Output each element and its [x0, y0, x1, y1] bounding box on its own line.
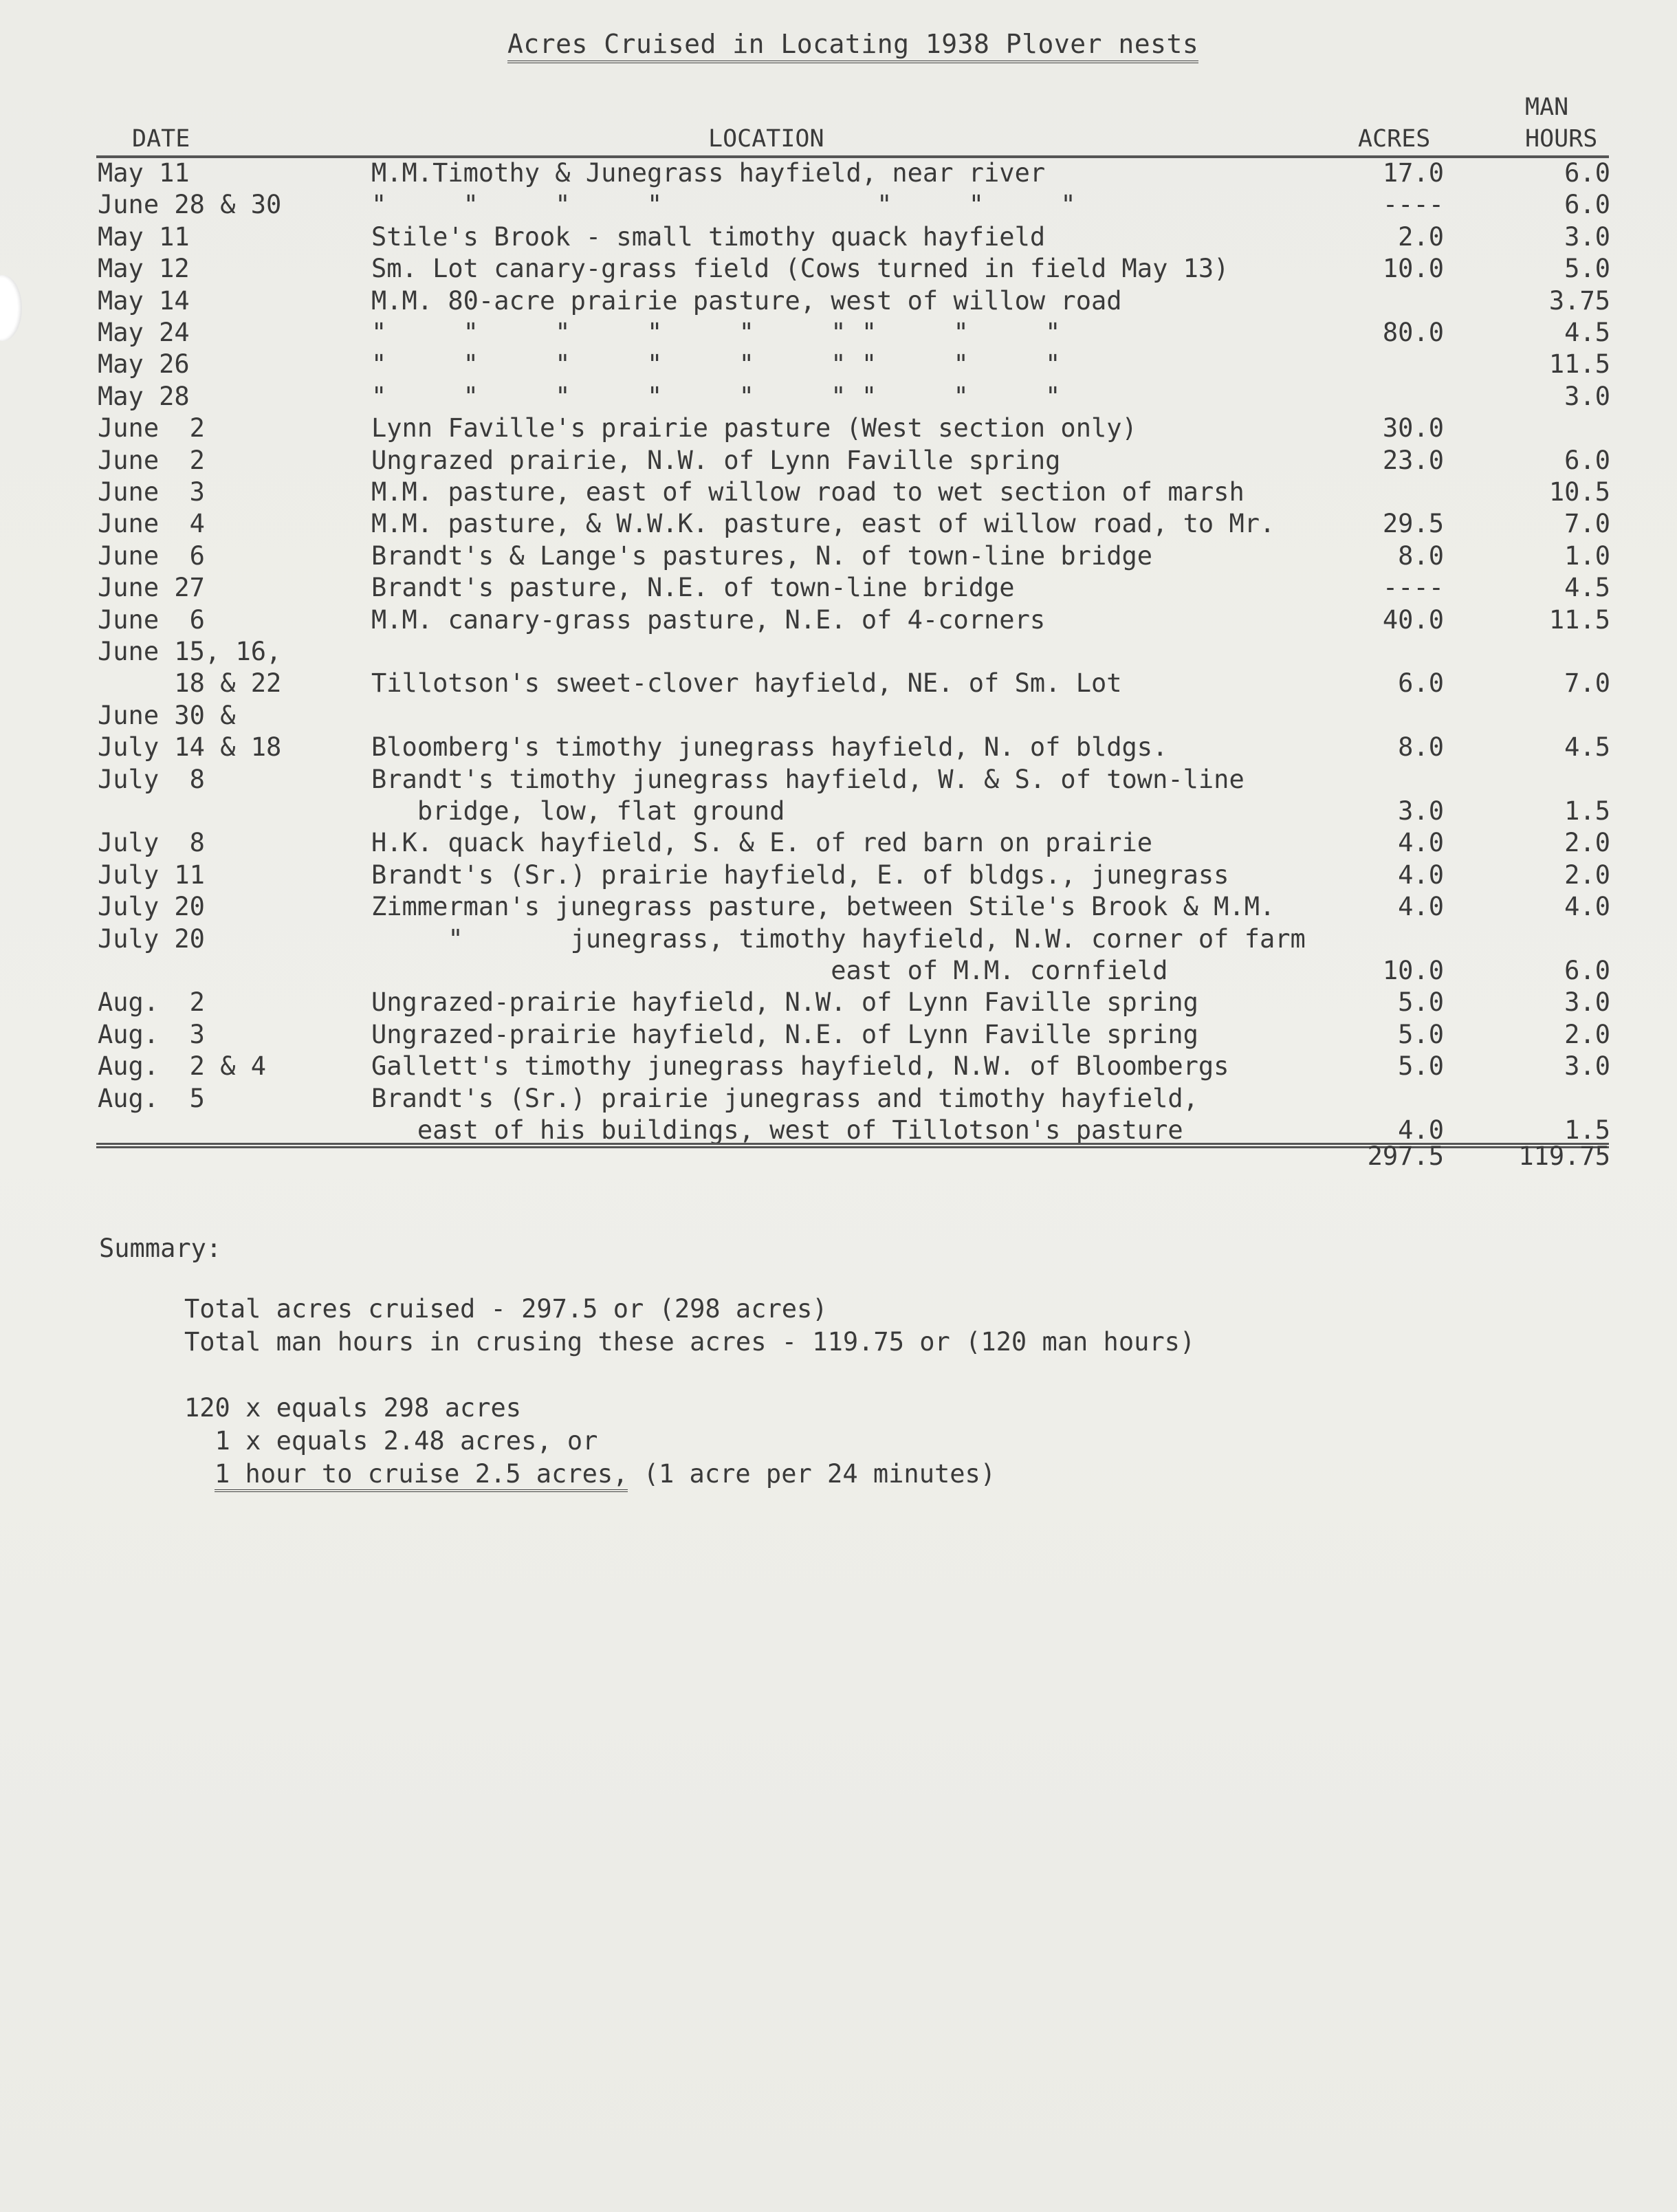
summary-line-2: Total man hours in crusing these acres - 119.75 or (120 man hours) — [184, 1327, 1196, 1357]
row-location: bridge, low, flat ground — [371, 796, 785, 826]
row-hours: 4.5 — [1564, 318, 1610, 347]
row-date: June 2 — [98, 413, 205, 444]
row-hours: 3.0 — [1564, 987, 1610, 1018]
row-acres: 29.5 — [1382, 509, 1444, 539]
row-hours: 4.0 — [1564, 892, 1610, 922]
row-date: Aug. 3 — [98, 1019, 205, 1049]
row-location: " " " " " " " " " — [371, 318, 1061, 347]
row-acres: 8.0 — [1398, 732, 1444, 763]
row-location: " junegrass, timothy hayfield, N.W. corner of farm — [371, 923, 1306, 954]
row-date: May 12 — [98, 254, 190, 284]
row-location: M.M.Timothy & Junegrass hayfield, near river — [371, 158, 1046, 188]
row-date: June 6 — [98, 604, 205, 635]
punch-hole — [0, 275, 22, 341]
header-date: DATE — [132, 125, 190, 153]
row-acres: 10.0 — [1382, 254, 1444, 284]
summary-line-4: 1 x equals 2.48 acres, or — [184, 1426, 598, 1456]
row-acres: 5.0 — [1398, 1019, 1444, 1049]
row-acres: 8.0 — [1398, 540, 1444, 571]
row-date: Aug. 2 — [98, 987, 205, 1018]
header-hours: HOURS — [1525, 125, 1598, 153]
row-hours: 10.5 — [1548, 477, 1610, 507]
row-location: Brandt's (Sr.) prairie hayfield, E. of bldgs., junegrass — [371, 859, 1229, 890]
row-location: " " " " " " " " " — [371, 349, 1061, 380]
row-date: June 30 & — [98, 700, 236, 730]
row-location: Gallett's timothy junegrass hayfield, N.W. of Bloombergs — [371, 1051, 1229, 1082]
row-acres: 6.0 — [1398, 668, 1444, 699]
row-hours: 1.5 — [1564, 1115, 1610, 1145]
row-acres: 5.0 — [1398, 987, 1444, 1018]
row-location: Brandt's pasture, N.E. of town-line bridge — [371, 573, 1015, 603]
summary-line-5 — [215, 1458, 996, 1491]
summary-conclusion: 1 hour to cruise 2.5 acres, — [215, 1459, 628, 1492]
row-acres: 10.0 — [1382, 956, 1444, 985]
row-acres: 2.0 — [1398, 221, 1444, 252]
row-acres: 4.0 — [1398, 828, 1444, 858]
row-hours: 4.5 — [1564, 732, 1610, 763]
row-hours: 7.0 — [1564, 509, 1610, 539]
row-location: Brandt's & Lange's pastures, N. of town-line bridge — [371, 540, 1153, 571]
row-date: June 28 & 30 — [98, 190, 282, 220]
header-man: MAN — [1525, 94, 1569, 121]
row-hours: 3.75 — [1548, 285, 1610, 316]
row-acres: 23.0 — [1382, 445, 1444, 475]
row-acres: ---- — [1382, 190, 1444, 220]
row-location: Brandt's timothy junegrass hayfield, W. & S. of town-line — [371, 764, 1245, 794]
row-hours: 11.5 — [1548, 349, 1610, 380]
row-hours: 6.0 — [1564, 956, 1610, 985]
row-date: June 27 — [98, 573, 205, 603]
row-date: July 14 & 18 — [98, 732, 282, 763]
row-location: Ungrazed-prairie hayfield, N.W. of Lynn Faville spring — [371, 987, 1198, 1018]
row-acres: 17.0 — [1382, 158, 1444, 188]
row-date: 18 & 22 — [98, 668, 282, 699]
summary-heading: Summary: — [99, 1234, 222, 1263]
row-acres: 5.0 — [1398, 1051, 1444, 1082]
row-date: May 14 — [98, 285, 190, 316]
summary-conclusion-note: (1 acre per 24 minutes) — [628, 1459, 996, 1489]
row-hours: 5.0 — [1564, 254, 1610, 284]
row-date: June 2 — [98, 445, 205, 475]
row-hours: 4.5 — [1564, 573, 1610, 603]
row-location: Zimmerman's junegrass pasture, between Stile's Brook & M.M. — [371, 892, 1275, 922]
row-acres: 4.0 — [1398, 859, 1444, 890]
row-location: M.M. pasture, east of willow road to wet section of marsh — [371, 477, 1245, 507]
row-location: M.M. canary-grass pasture, N.E. of 4-corners — [371, 604, 1046, 635]
row-date: May 11 — [98, 221, 190, 252]
row-hours: 1.0 — [1564, 540, 1610, 571]
row-location: Bloomberg's timothy junegrass hayfield, N. of bldgs. — [371, 732, 1168, 763]
row-hours: 2.0 — [1564, 1019, 1610, 1049]
row-date: Aug. 2 & 4 — [98, 1051, 267, 1082]
row-hours: 6.0 — [1564, 158, 1610, 188]
row-location: Brandt's (Sr.) prairie junegrass and timothy hayfield, — [371, 1083, 1198, 1113]
row-date: May 11 — [98, 158, 190, 188]
row-hours: 2.0 — [1564, 828, 1610, 858]
row-acres: 4.0 — [1398, 892, 1444, 922]
row-acres: 3.0 — [1398, 796, 1444, 826]
row-location: east of M.M. cornfield — [371, 956, 1168, 985]
row-hours: 7.0 — [1564, 668, 1610, 699]
row-location: M.M. pasture, & W.W.K. pasture, east of willow road, to Mr. — [371, 509, 1275, 539]
row-date: July 11 — [98, 859, 205, 890]
row-date: May 28 — [98, 381, 190, 411]
row-location: Sm. Lot canary-grass field (Cows turned in field May 13) — [371, 254, 1229, 284]
row-date: June 6 — [98, 540, 205, 571]
row-date: May 24 — [98, 318, 190, 347]
row-acres: 40.0 — [1382, 604, 1444, 635]
row-date: July 20 — [98, 892, 205, 922]
row-hours: 1.5 — [1564, 796, 1610, 826]
row-location: " " " " " " " " " — [371, 381, 1061, 411]
row-acres: 4.0 — [1398, 1115, 1444, 1145]
row-acres: 30.0 — [1382, 413, 1444, 444]
row-date: July 20 — [98, 923, 205, 954]
total-acres: 297.5 — [1367, 1141, 1444, 1171]
row-location: Ungrazed-prairie hayfield, N.E. of Lynn Faville spring — [371, 1019, 1198, 1049]
row-hours: 3.0 — [1564, 1051, 1610, 1082]
row-location: M.M. 80-acre prairie pasture, west of willow road — [371, 285, 1122, 316]
row-date: July 8 — [98, 828, 205, 858]
row-location: " " " " " " " — [371, 190, 1076, 220]
row-location: H.K. quack hayfield, S. & E. of red barn on prairie — [371, 828, 1153, 858]
row-hours: 11.5 — [1548, 604, 1610, 635]
row-location: Ungrazed prairie, N.W. of Lynn Faville spring — [371, 445, 1061, 475]
row-hours: 6.0 — [1564, 190, 1610, 220]
header-acres: ACRES — [1358, 125, 1431, 153]
document-title: Acres Cruised in Locating 1938 Plover nests — [507, 29, 1198, 63]
row-acres: ---- — [1382, 573, 1444, 603]
row-hours: 6.0 — [1564, 445, 1610, 475]
row-date: Aug. 5 — [98, 1083, 205, 1113]
row-location: Stile's Brook - small timothy quack hayfield — [371, 221, 1046, 252]
row-date: July 8 — [98, 764, 205, 794]
row-location: Lynn Faville's prairie pasture (West section only) — [371, 413, 1137, 444]
summary-line-3: 120 x equals 298 acres — [184, 1393, 522, 1423]
summary-line-1: Total acres cruised - 297.5 or (298 acres) — [184, 1294, 828, 1324]
row-date: May 26 — [98, 349, 190, 380]
header-location: LOCATION — [708, 125, 824, 153]
row-date: June 15, 16, — [98, 637, 282, 666]
row-hours: 3.0 — [1564, 221, 1610, 252]
row-date: June 3 — [98, 477, 205, 507]
row-hours: 3.0 — [1564, 381, 1610, 411]
row-date: June 4 — [98, 509, 205, 539]
row-location: east of his buildings, west of Tillotson's pasture — [371, 1115, 1183, 1145]
row-acres: 80.0 — [1382, 318, 1444, 347]
total-hours: 119.75 — [1518, 1141, 1610, 1171]
row-location: Tillotson's sweet-clover hayfield, NE. of Sm. Lot — [371, 668, 1122, 699]
row-hours: 2.0 — [1564, 859, 1610, 890]
